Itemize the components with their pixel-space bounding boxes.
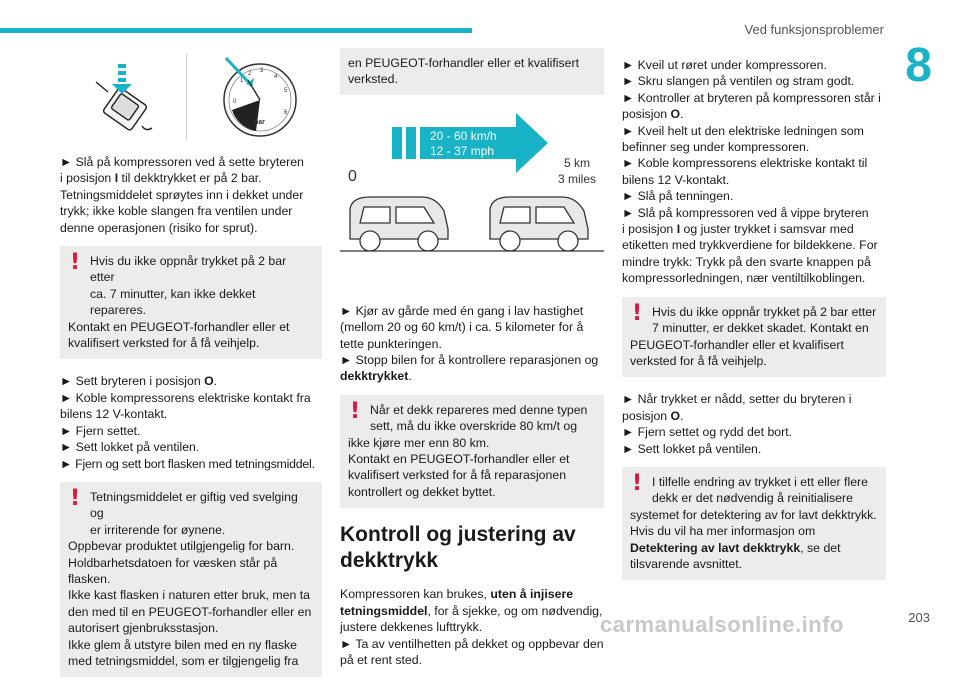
steps-finish: ► Sett bryteren i posisjon O. ► Koble kompressorens elektriske kontakt fra bilens 12 V-kontakt. ► Fjern settet. ► Sett lokket på ventilen. ► Fjern og sett bort flasken med tetningsmiddel. — [60, 374, 315, 471]
warning-box-reinitialise: ! I tilfelle endring av trykket i ett eller flere dekk er det nødvendig å reinitialisere systemet for detektering av for lavt dekktrykk. Hvis du vil ha mer informasjon om Detektering av lavt dekktrykk, se det tilsvarende avsnittet. — [622, 467, 886, 580]
paragraph-start-compressor: ► Slå på kompressoren ved å sette bryteren i posisjon I til dekktrykket er på 2 bar. Tetningsmiddelet sprøytes inn i dekket under trykk; ikke koble slangen fra ventilen under denne operasjonen (risiko for sprut). — [60, 155, 304, 235]
pressure-gauge-icon — [200, 48, 310, 144]
gauge-tick-3: 3 — [260, 68, 264, 74]
steps-drive: ► Kjør av gårde med én gang i lav hastighet (mellom 20 og 60 km/t) i ca. 5 kilometer for å tette punkteringen. ► Stopp bilen for å kontrollere reparasjonen og dekktrykket. — [340, 303, 599, 384]
gauge-tick-4: 4 — [274, 74, 278, 80]
speed-kmh: 20 - 60 km/h — [430, 128, 497, 143]
drive-diagram — [340, 99, 604, 299]
column-3 — [622, 57, 886, 594]
warning-box-damaged: ! Hvis du ikke oppnår trykket på 2 bar etter 7 minutter, er dekket skadet. Kontakt en PEUGEOT-forhandler eller et kvalifisert verksted for å få veihjelp. — [622, 297, 886, 378]
warning-box-toxic: ! Tetningsmiddelet er giftig ved svelging og er irriterende for øynene. Oppbevar produktet utilgjengelig for barn. Holdbarhetsdatoen for væsken står på flasken. Ikke kast flasken i naturen etter bruk, men ta den med til en PEUGEOT-forhandler eller en autorisert gjenbruksstasjon. Ikke glem å utstyre bilen med en ny flaske med tetningsmiddel, som er tilgjengelig fra — [60, 482, 322, 677]
column-1 — [60, 48, 322, 691]
gauge-tick-5: 5 — [284, 88, 288, 94]
warning-icon: ! — [350, 398, 361, 424]
warning-icon: ! — [70, 250, 81, 276]
speed-mph: 12 - 37 mph — [430, 143, 495, 158]
intro-paragraph: Kompressoren kan brukes, uten å injisere tetningsmiddel, for å sjekke, og om nødvendig, justere dekkenes lufttrykk. ► Ta av ventilhetten på dekket og oppbevar den på et rent sted. — [340, 587, 604, 667]
start-label: 0 — [348, 167, 357, 185]
gauge-tick-2: 2 — [248, 71, 252, 77]
distance-miles: 3 miles — [558, 171, 597, 186]
steps-finish-check: ► Når trykket er nådd, setter du bryteren i posisjon O. ► Fjern settet og rydd det bort. ► Sett lokket på ventilen. — [622, 392, 852, 456]
watermark: carmanualsonline.info — [600, 612, 844, 637]
warning-box-speed: ! Når et dekk repareres med denne typen sett, må du ikke overskride 80 km/t og ikke kjøre mer enn 80 km. Kontakt en PEUGEOT-forhandler eller et kvalifisert verksted for å få reparasjonen kontrollert og dekket byttet. — [340, 395, 604, 508]
car-end-icon — [490, 197, 588, 251]
header-accent-bar — [0, 28, 472, 33]
car-start-icon — [350, 197, 448, 251]
header-title: Ved funksjonsproblemer — [744, 22, 884, 37]
distance-km: 5 km — [564, 155, 591, 170]
continued-text: en PEUGEOT-forhandler eller et kvalifisert verksted. — [340, 48, 604, 95]
warning-icon: ! — [70, 485, 81, 511]
warning-box-pressure: ! Hvis du ikke oppnår trykket på 2 bar etter ca. 7 minutter, kan ikke dekket repareres. Kontakt en PEUGEOT-forhandler eller et kvalifisert verksted for å få veihjelp. — [60, 246, 322, 359]
section-title: Kontroll og justering av dekktrykk — [340, 523, 576, 573]
steps-check-pressure: ► Kveil ut røret under kompressoren. ► Skru slangen på ventilen og stram godt. ► Kontroller at bryteren på kompressoren står i posisjon O. ► Kveil helt ut den elektriske ledningen som befinner seg under kompressoren. ► Koble kompressorens elektriske kontakt til bilens 12 V-kontakt. ► Slå på tenningen. ► Slå på kompressoren ved å vippe bryteren i posisjon I og juster trykket i samsvar med etiketten med trykkverdiene for bildekkene. For mindre trykk: Trykk på den svarte knappen på kompressorledningen, nær ventiltilkoblingen. — [622, 58, 881, 286]
chapter-number: 8 — [905, 39, 932, 92]
gauge-tick-0: 0 — [233, 99, 237, 105]
gauge-tick-6: 6 — [284, 110, 288, 116]
warning-icon: ! — [632, 300, 643, 326]
compressor-illustration — [60, 48, 322, 148]
gauge-label: bar — [254, 119, 265, 126]
column-2 — [340, 48, 604, 678]
warning-icon: ! — [632, 470, 643, 496]
illustration-divider — [186, 54, 187, 140]
drive-distance-illustration — [340, 99, 604, 299]
page-number: 203 — [908, 610, 930, 625]
gauge-tick-1: 1 — [240, 78, 244, 84]
